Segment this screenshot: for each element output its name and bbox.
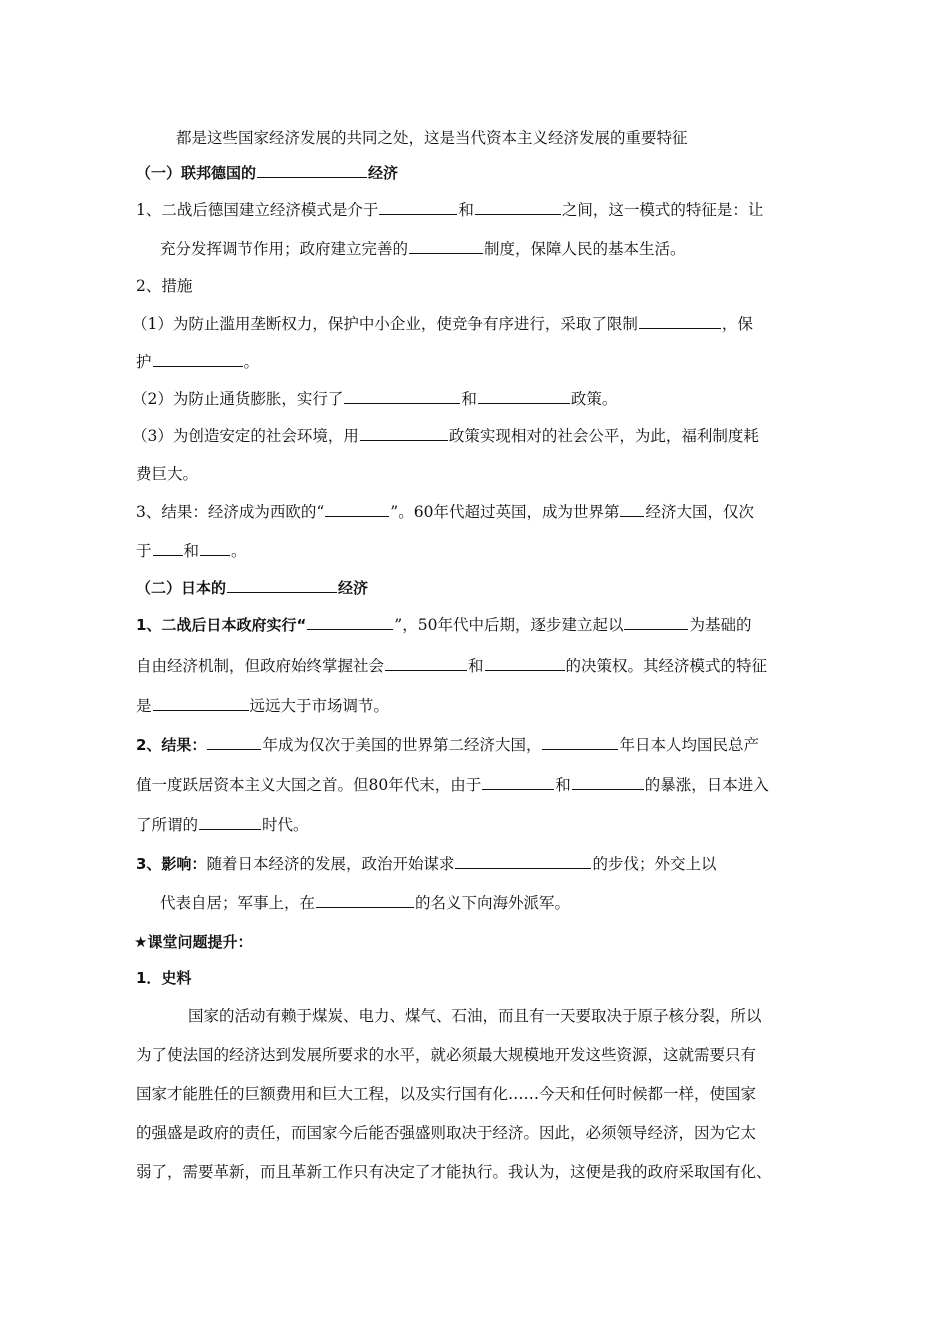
japan-p2-line1: 2、结果： 年成为仅次于美国的世界第二经济大国， 年日本人均国民总产 [136, 736, 759, 754]
blank-japan-politics[interactable] [455, 853, 591, 869]
germany-m3-line2: 费巨大。 [136, 465, 199, 483]
germany-p3-line1: 3、结果：经济成为西欧的“ ”。60年代超过英国，成为世界第 经济大国，仅次 [136, 503, 754, 521]
blank-germany-after-2[interactable] [200, 540, 230, 556]
blank-economy-type-japan[interactable] [227, 577, 337, 593]
blank-japan-year-1[interactable] [207, 734, 261, 750]
germany-m3-line1: （3）为创造安定的社会环境，用 政策实现相对的社会公平，为此，福利制度耗 [132, 427, 759, 445]
classroom-item1-title: 1．史料 [136, 969, 192, 987]
blank-japan-control-2[interactable] [485, 655, 565, 671]
source-line: 国家的活动有赖于煤炭、电力、煤气、石油，而且有一天要取决于原子核分裂，所以 [188, 1007, 762, 1025]
source-line: 的强盛是政府的责任，而国家今后能否强盛则取决于经济。因此，必须领导经济，因为它太 [136, 1124, 757, 1142]
germany-m1-line2: 护 。 [136, 353, 260, 371]
source-line: 为了使法国的经济达到发展所要求的水平，就必须最大规模地开发这些资源，这就需要只有 [136, 1046, 757, 1064]
germany-measures-title: 2、措施 [136, 277, 193, 295]
classroom-heading: ★课堂问题提升： [134, 933, 253, 951]
japan-p3-line1: 3、影响：随着日本经济的发展，政治开始谋求 的步伐；外交上以 [136, 855, 717, 873]
blank-economy-type-germany[interactable] [257, 162, 367, 178]
blank-germany-policy-1[interactable] [344, 388, 460, 404]
japan-heading: （二）日本的 经济 [136, 579, 369, 597]
blank-japan-era[interactable] [199, 814, 261, 830]
blank-japan-military[interactable] [316, 892, 414, 908]
japan-p1-line2: 自由经济机制，但政府始终掌握社会 和 的决策权。其经济模式的特征 [136, 657, 768, 675]
source-line: 弱了，需要革新，而且革新工作只有决定了才能执行。我认为，这便是我的政府采取国有化、 [136, 1163, 772, 1181]
germany-p3-line2: 于 和 。 [136, 542, 247, 560]
blank-japan-surge-1[interactable] [482, 774, 554, 790]
blank-japan-control-1[interactable] [385, 655, 467, 671]
blank-germany-welfare[interactable] [409, 238, 483, 254]
japan-p2-line2: 值一度跃居资本主义大国之首。但80年代末，由于 和 的暴涨，日本进入 [136, 776, 769, 794]
japan-p1-line1: 1、二战后日本政府实行“ ”，50年代中后期，逐步建立起以 为基础的 [136, 616, 752, 634]
germany-heading: （一）联邦德国的 经济 [136, 164, 399, 182]
blank-japan-year-2[interactable] [542, 734, 618, 750]
blank-germany-social-policy[interactable] [360, 425, 448, 441]
japan-p1-line3: 是 远远大于市场调节。 [136, 697, 390, 715]
blank-germany-between-1[interactable] [379, 199, 457, 215]
blank-japan-basis[interactable] [624, 614, 688, 630]
blank-germany-protect[interactable] [153, 351, 243, 367]
japan-p2-line3: 了所谓的 时代。 [136, 816, 309, 834]
germany-m2: （2）为防止通货膨胀，实行了 和 政策。 [132, 390, 618, 408]
blank-germany-policy-2[interactable] [478, 388, 570, 404]
blank-germany-label[interactable] [325, 501, 389, 517]
blank-germany-after-1[interactable] [153, 540, 183, 556]
germany-p1-line2: 充分发挥调节作用；政府建立完善的 制度，保障人民的基本生活。 [160, 240, 686, 258]
japan-p3-line2: 代表自居；军事上，在 的名义下向海外派军。 [160, 894, 571, 912]
blank-japan-feature[interactable] [153, 695, 249, 711]
source-line: 国家才能胜任的巨额费用和巨大工程，以及实行国有化……今天和任何时候都一样，使国家 [136, 1085, 757, 1103]
germany-p1-line1: 1、二战后德国建立经济模式是介于 和 之间，这一模式的特征是：让 [136, 201, 764, 219]
intro-line: 都是这些国家经济发展的共同之处，这是当代资本主义经济发展的重要特征 [176, 129, 688, 147]
blank-japan-surge-2[interactable] [572, 774, 644, 790]
blank-germany-restrict[interactable] [639, 313, 721, 329]
blank-germany-rank[interactable] [620, 501, 644, 517]
germany-m1-line1: （1）为防止滥用垄断权力，保护中小企业，使竞争有序进行，采取了限制 ，保 [132, 315, 753, 333]
blank-germany-between-2[interactable] [475, 199, 561, 215]
blank-japan-implement[interactable] [307, 614, 393, 630]
